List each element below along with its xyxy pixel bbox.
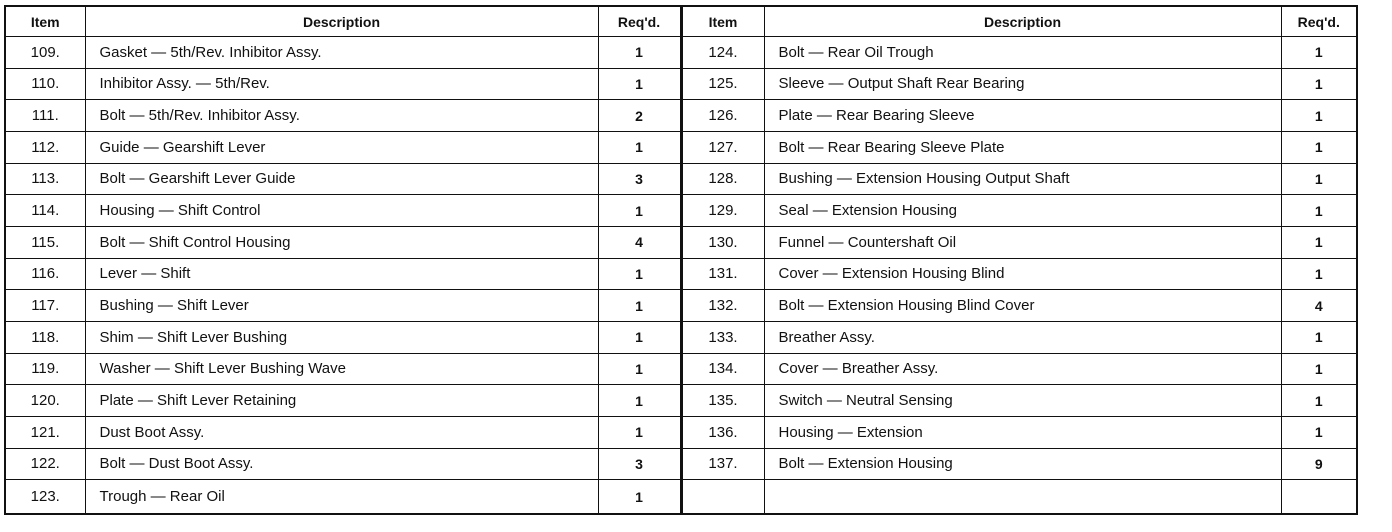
left-reqd-cell: 1 xyxy=(598,290,681,322)
header-item-right: Item xyxy=(681,6,764,37)
right-item-cell: 124. xyxy=(681,37,764,69)
left-item-cell: 109. xyxy=(5,37,85,69)
left-description-cell: Bolt — Dust Boot Assy. xyxy=(85,448,598,480)
table-row xyxy=(5,37,1357,69)
left-item-cell: 114. xyxy=(5,195,85,227)
right-description-cell: Bolt — Extension Housing xyxy=(764,448,1281,480)
header-reqd-left: Req'd. xyxy=(598,6,681,37)
left-reqd-cell: 1 xyxy=(598,416,681,448)
right-item-cell xyxy=(681,480,764,514)
left-description-cell: Inhibitor Assy. — 5th/Rev. xyxy=(85,68,598,100)
left-reqd-cell: 1 xyxy=(598,37,681,69)
left-reqd-cell: 1 xyxy=(598,321,681,353)
parts-list-table xyxy=(4,5,1358,515)
left-item-cell: 120. xyxy=(5,385,85,417)
right-description-cell: Bushing — Extension Housing Output Shaft xyxy=(764,163,1281,195)
right-reqd-cell: 1 xyxy=(1281,195,1357,227)
table-header-row xyxy=(5,6,1357,37)
right-description-cell xyxy=(764,480,1281,514)
right-reqd-cell: 1 xyxy=(1281,100,1357,132)
right-reqd-cell: 1 xyxy=(1281,353,1357,385)
right-reqd-cell: 1 xyxy=(1281,226,1357,258)
right-description-cell: Plate — Rear Bearing Sleeve xyxy=(764,100,1281,132)
table-row xyxy=(5,195,1357,227)
table-row xyxy=(5,448,1357,480)
left-description-cell: Bushing — Shift Lever xyxy=(85,290,598,322)
table-row xyxy=(5,321,1357,353)
left-description-cell: Gasket — 5th/Rev. Inhibitor Assy. xyxy=(85,37,598,69)
left-description-cell: Shim — Shift Lever Bushing xyxy=(85,321,598,353)
table-row xyxy=(5,226,1357,258)
left-reqd-cell: 2 xyxy=(598,100,681,132)
left-reqd-cell: 1 xyxy=(598,258,681,290)
left-description-cell: Trough — Rear Oil xyxy=(85,480,598,514)
right-item-cell: 133. xyxy=(681,321,764,353)
right-reqd-cell: 1 xyxy=(1281,258,1357,290)
right-description-cell: Housing — Extension xyxy=(764,416,1281,448)
left-reqd-cell: 1 xyxy=(598,353,681,385)
right-description-cell: Cover — Breather Assy. xyxy=(764,353,1281,385)
table-row xyxy=(5,353,1357,385)
table-row xyxy=(5,100,1357,132)
header-description-left: Description xyxy=(85,6,598,37)
right-reqd-cell: 1 xyxy=(1281,163,1357,195)
table-row xyxy=(5,131,1357,163)
left-description-cell: Bolt — 5th/Rev. Inhibitor Assy. xyxy=(85,100,598,132)
left-reqd-cell: 1 xyxy=(598,195,681,227)
left-item-cell: 121. xyxy=(5,416,85,448)
right-reqd-cell: 9 xyxy=(1281,448,1357,480)
left-description-cell: Dust Boot Assy. xyxy=(85,416,598,448)
right-reqd-cell: 1 xyxy=(1281,321,1357,353)
right-description-cell: Bolt — Rear Oil Trough xyxy=(764,37,1281,69)
left-description-cell: Lever — Shift xyxy=(85,258,598,290)
right-reqd-cell: 4 xyxy=(1281,290,1357,322)
right-item-cell: 132. xyxy=(681,290,764,322)
left-reqd-cell: 3 xyxy=(598,448,681,480)
left-item-cell: 112. xyxy=(5,131,85,163)
right-description-cell: Breather Assy. xyxy=(764,321,1281,353)
left-description-cell: Plate — Shift Lever Retaining xyxy=(85,385,598,417)
table-row xyxy=(5,480,1357,514)
right-item-cell: 128. xyxy=(681,163,764,195)
right-description-cell: Funnel — Countershaft Oil xyxy=(764,226,1281,258)
right-reqd-cell xyxy=(1281,480,1357,514)
left-item-cell: 111. xyxy=(5,100,85,132)
right-item-cell: 126. xyxy=(681,100,764,132)
right-reqd-cell: 1 xyxy=(1281,131,1357,163)
right-item-cell: 137. xyxy=(681,448,764,480)
right-item-cell: 130. xyxy=(681,226,764,258)
right-description-cell: Seal — Extension Housing xyxy=(764,195,1281,227)
header-reqd-right: Req'd. xyxy=(1281,6,1357,37)
left-reqd-cell: 1 xyxy=(598,131,681,163)
right-item-cell: 136. xyxy=(681,416,764,448)
right-item-cell: 134. xyxy=(681,353,764,385)
left-item-cell: 122. xyxy=(5,448,85,480)
parts-table-body xyxy=(5,37,1357,515)
left-reqd-cell: 4 xyxy=(598,226,681,258)
left-item-cell: 116. xyxy=(5,258,85,290)
table-row xyxy=(5,416,1357,448)
left-reqd-cell: 3 xyxy=(598,163,681,195)
right-description-cell: Bolt — Extension Housing Blind Cover xyxy=(764,290,1281,322)
header-item-left: Item xyxy=(5,6,85,37)
left-item-cell: 115. xyxy=(5,226,85,258)
table-row xyxy=(5,290,1357,322)
table-row xyxy=(5,258,1357,290)
left-description-cell: Housing — Shift Control xyxy=(85,195,598,227)
table-row xyxy=(5,385,1357,417)
left-item-cell: 117. xyxy=(5,290,85,322)
left-item-cell: 123. xyxy=(5,480,85,514)
right-item-cell: 131. xyxy=(681,258,764,290)
left-description-cell: Washer — Shift Lever Bushing Wave xyxy=(85,353,598,385)
table-row xyxy=(5,68,1357,100)
left-item-cell: 119. xyxy=(5,353,85,385)
right-reqd-cell: 1 xyxy=(1281,37,1357,69)
right-description-cell: Sleeve — Output Shaft Rear Bearing xyxy=(764,68,1281,100)
right-description-cell: Switch — Neutral Sensing xyxy=(764,385,1281,417)
left-reqd-cell: 1 xyxy=(598,385,681,417)
left-item-cell: 110. xyxy=(5,68,85,100)
left-item-cell: 118. xyxy=(5,321,85,353)
left-description-cell: Bolt — Gearshift Lever Guide xyxy=(85,163,598,195)
table-row xyxy=(5,163,1357,195)
right-reqd-cell: 1 xyxy=(1281,416,1357,448)
header-description-right: Description xyxy=(764,6,1281,37)
right-description-cell: Bolt — Rear Bearing Sleeve Plate xyxy=(764,131,1281,163)
right-item-cell: 125. xyxy=(681,68,764,100)
right-reqd-cell: 1 xyxy=(1281,385,1357,417)
left-reqd-cell: 1 xyxy=(598,480,681,514)
left-item-cell: 113. xyxy=(5,163,85,195)
right-item-cell: 135. xyxy=(681,385,764,417)
left-reqd-cell: 1 xyxy=(598,68,681,100)
left-description-cell: Guide — Gearshift Lever xyxy=(85,131,598,163)
right-reqd-cell: 1 xyxy=(1281,68,1357,100)
right-item-cell: 127. xyxy=(681,131,764,163)
left-description-cell: Bolt — Shift Control Housing xyxy=(85,226,598,258)
right-description-cell: Cover — Extension Housing Blind xyxy=(764,258,1281,290)
right-item-cell: 129. xyxy=(681,195,764,227)
